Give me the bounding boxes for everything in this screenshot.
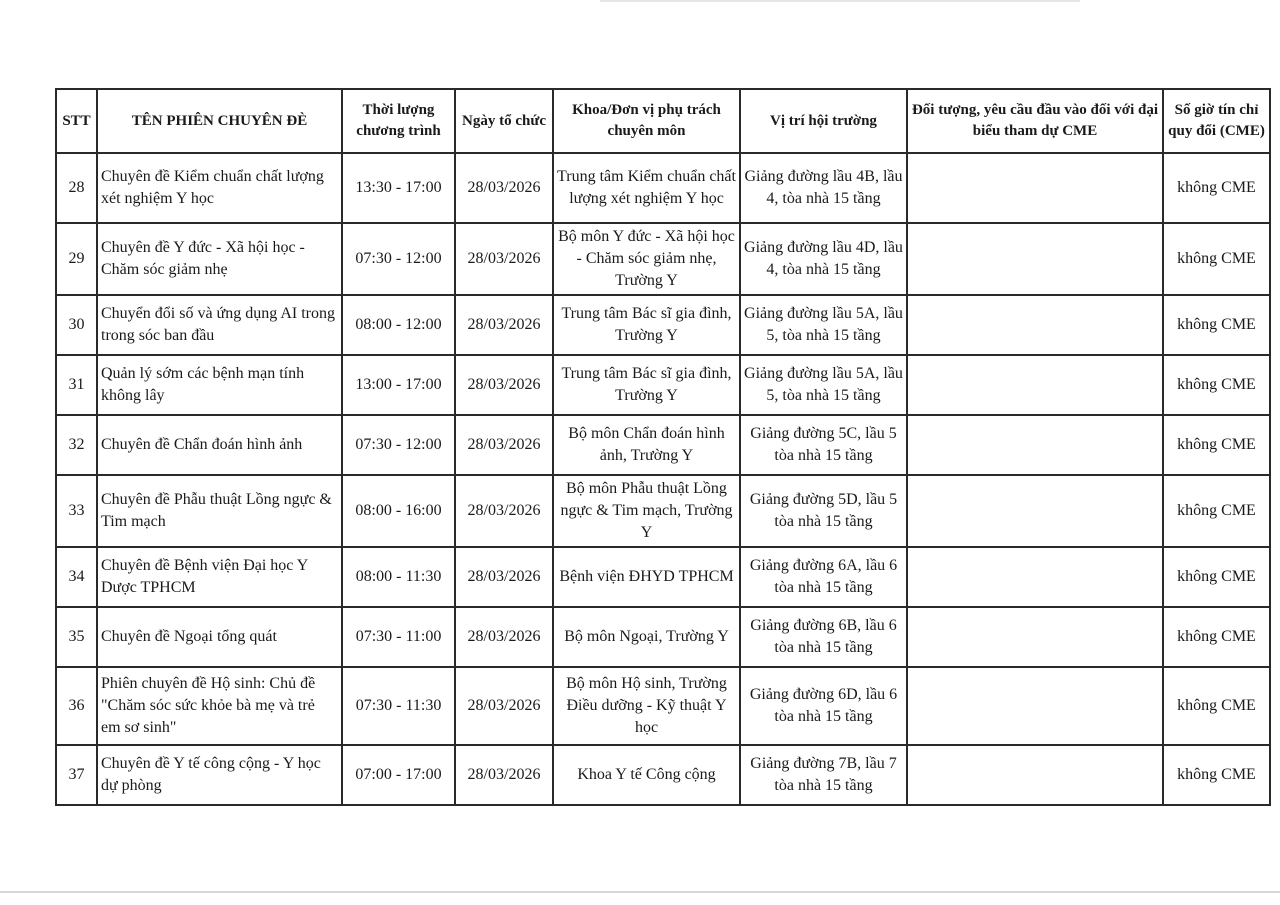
- cell-date: 28/03/2026: [455, 295, 553, 355]
- cell-session-name: Chuyên đề Y tế công cộng - Y học dự phòng: [97, 745, 342, 805]
- cell-time: 13:30 - 17:00: [342, 153, 455, 223]
- cell-date: 28/03/2026: [455, 607, 553, 667]
- scan-edge-bottom: [0, 891, 1280, 893]
- cell-session-name: Chuyên đề Chẩn đoán hình ảnh: [97, 415, 342, 475]
- cell-cme-credits: không CME: [1163, 607, 1270, 667]
- table-row: [56, 475, 1270, 547]
- cell-stt: 35: [56, 607, 97, 667]
- cell-date: 28/03/2026: [455, 223, 553, 295]
- cell-cme-credits: không CME: [1163, 547, 1270, 607]
- header-session-name: TÊN PHIÊN CHUYÊN ĐÈ: [97, 89, 342, 153]
- cell-time: 08:00 - 16:00: [342, 475, 455, 547]
- cell-stt: 29: [56, 223, 97, 295]
- cell-date: 28/03/2026: [455, 745, 553, 805]
- cell-target-audience: [907, 153, 1163, 223]
- cell-date: 28/03/2026: [455, 667, 553, 745]
- cell-department: Khoa Y tế Công cộng: [553, 745, 740, 805]
- cell-cme-credits: không CME: [1163, 415, 1270, 475]
- cell-stt: 31: [56, 355, 97, 415]
- scan-edge-top: [600, 0, 1080, 2]
- table-row: [56, 355, 1270, 415]
- cell-target-audience: [907, 295, 1163, 355]
- cell-session-name: Chuyên đề Ngoại tổng quát: [97, 607, 342, 667]
- cell-time: 08:00 - 12:00: [342, 295, 455, 355]
- cell-venue: Giảng đường lầu 4D, lầu 4, tòa nhà 15 tầng: [740, 223, 907, 295]
- cell-venue: Giảng đường lầu 5A, lầu 5, tòa nhà 15 tầng: [740, 295, 907, 355]
- header-target-audience: Đối tượng, yêu cầu đầu vào đối với đại biểu tham dự CME: [907, 89, 1163, 153]
- cell-session-name: Chuyên đề Phẫu thuật Lồng ngực & Tim mạch: [97, 475, 342, 547]
- cell-time: 08:00 - 11:30: [342, 547, 455, 607]
- table-row: [56, 153, 1270, 223]
- cell-stt: 32: [56, 415, 97, 475]
- table-row: [56, 295, 1270, 355]
- cell-venue: Giảng đường lầu 5A, lầu 5, tòa nhà 15 tầng: [740, 355, 907, 415]
- cell-session-name: Chuyên đề Y đức - Xã hội học - Chăm sóc giảm nhẹ: [97, 223, 342, 295]
- cell-time: 07:30 - 12:00: [342, 223, 455, 295]
- cell-venue: Giảng đường 5C, lầu 5 tòa nhà 15 tầng: [740, 415, 907, 475]
- cell-cme-credits: không CME: [1163, 745, 1270, 805]
- cell-target-audience: [907, 355, 1163, 415]
- cell-target-audience: [907, 223, 1163, 295]
- cell-stt: 34: [56, 547, 97, 607]
- cell-date: 28/03/2026: [455, 475, 553, 547]
- cell-time: 07:30 - 11:00: [342, 607, 455, 667]
- cell-stt: 36: [56, 667, 97, 745]
- cell-session-name: Chuyên đề Kiểm chuẩn chất lượng xét nghiệm Y học: [97, 153, 342, 223]
- table-row: [56, 415, 1270, 475]
- cell-department: Bộ môn Ngoại, Trường Y: [553, 607, 740, 667]
- cell-stt: 33: [56, 475, 97, 547]
- cell-department: Bộ môn Chẩn đoán hình ảnh, Trường Y: [553, 415, 740, 475]
- cell-date: 28/03/2026: [455, 355, 553, 415]
- cell-time: 07:30 - 12:00: [342, 415, 455, 475]
- cell-cme-credits: không CME: [1163, 475, 1270, 547]
- table-row: [56, 667, 1270, 745]
- header-date: Ngày tổ chức: [455, 89, 553, 153]
- cell-stt: 30: [56, 295, 97, 355]
- cell-venue: Giảng đường lầu 4B, lầu 4, tòa nhà 15 tầng: [740, 153, 907, 223]
- header-cme-credits: Số giờ tín chỉ quy đổi (CME): [1163, 89, 1270, 153]
- cell-venue: Giảng đường 7B, lầu 7 tòa nhà 15 tầng: [740, 745, 907, 805]
- header-department: Khoa/Đơn vị phụ trách chuyên môn: [553, 89, 740, 153]
- cell-department: Trung tâm Bác sĩ gia đình, Trường Y: [553, 295, 740, 355]
- cell-date: 28/03/2026: [455, 547, 553, 607]
- cell-venue: Giảng đường 5D, lầu 5 tòa nhà 15 tầng: [740, 475, 907, 547]
- cell-target-audience: [907, 607, 1163, 667]
- cell-department: Bệnh viện ĐHYD TPHCM: [553, 547, 740, 607]
- header-row: [56, 89, 1270, 153]
- cell-target-audience: [907, 667, 1163, 745]
- cell-venue: Giảng đường 6D, lầu 6 tòa nhà 15 tầng: [740, 667, 907, 745]
- cell-time: 07:00 - 17:00: [342, 745, 455, 805]
- table-row: [56, 745, 1270, 805]
- cell-session-name: Quản lý sớm các bệnh mạn tính không lây: [97, 355, 342, 415]
- cell-date: 28/03/2026: [455, 153, 553, 223]
- cell-department: Bộ môn Y đức - Xã hội học - Chăm sóc giảm nhẹ, Trường Y: [553, 223, 740, 295]
- cell-stt: 28: [56, 153, 97, 223]
- cell-department: Trung tâm Kiểm chuẩn chất lượng xét nghiệm Y học: [553, 153, 740, 223]
- cell-venue: Giảng đường 6B, lầu 6 tòa nhà 15 tầng: [740, 607, 907, 667]
- header-duration: Thời lượng chương trình: [342, 89, 455, 153]
- cell-venue: Giảng đường 6A, lầu 6 tòa nhà 15 tầng: [740, 547, 907, 607]
- cell-cme-credits: không CME: [1163, 153, 1270, 223]
- cell-target-audience: [907, 745, 1163, 805]
- cell-session-name: Chuyên đề Bệnh viện Đại học Y Dược TPHCM: [97, 547, 342, 607]
- cell-target-audience: [907, 415, 1163, 475]
- table-row: [56, 223, 1270, 295]
- cell-department: Bộ môn Hộ sinh, Trường Điều dưỡng - Kỹ thuật Y học: [553, 667, 740, 745]
- cell-target-audience: [907, 547, 1163, 607]
- cell-session-name: Chuyển đổi số và ứng dụng AI trong trong sóc ban đầu: [97, 295, 342, 355]
- cell-cme-credits: không CME: [1163, 355, 1270, 415]
- cell-time: 13:00 - 17:00: [342, 355, 455, 415]
- cell-department: Trung tâm Bác sĩ gia đình, Trường Y: [553, 355, 740, 415]
- cell-date: 28/03/2026: [455, 415, 553, 475]
- cell-target-audience: [907, 475, 1163, 547]
- cell-cme-credits: không CME: [1163, 223, 1270, 295]
- cell-session-name: Phiên chuyên đề Hộ sinh: Chủ đề "Chăm sóc sức khỏe bà mẹ và trẻ em sơ sinh": [97, 667, 342, 745]
- cell-stt: 37: [56, 745, 97, 805]
- table-row: [56, 607, 1270, 667]
- cell-cme-credits: không CME: [1163, 295, 1270, 355]
- cell-cme-credits: không CME: [1163, 667, 1270, 745]
- cell-time: 07:30 - 11:30: [342, 667, 455, 745]
- table-row: [56, 547, 1270, 607]
- header-stt: STT: [56, 89, 97, 153]
- session-schedule-table: [55, 88, 1271, 806]
- cell-department: Bộ môn Phẫu thuật Lồng ngực & Tim mạch, Trường Y: [553, 475, 740, 547]
- header-venue: Vị trí hội trường: [740, 89, 907, 153]
